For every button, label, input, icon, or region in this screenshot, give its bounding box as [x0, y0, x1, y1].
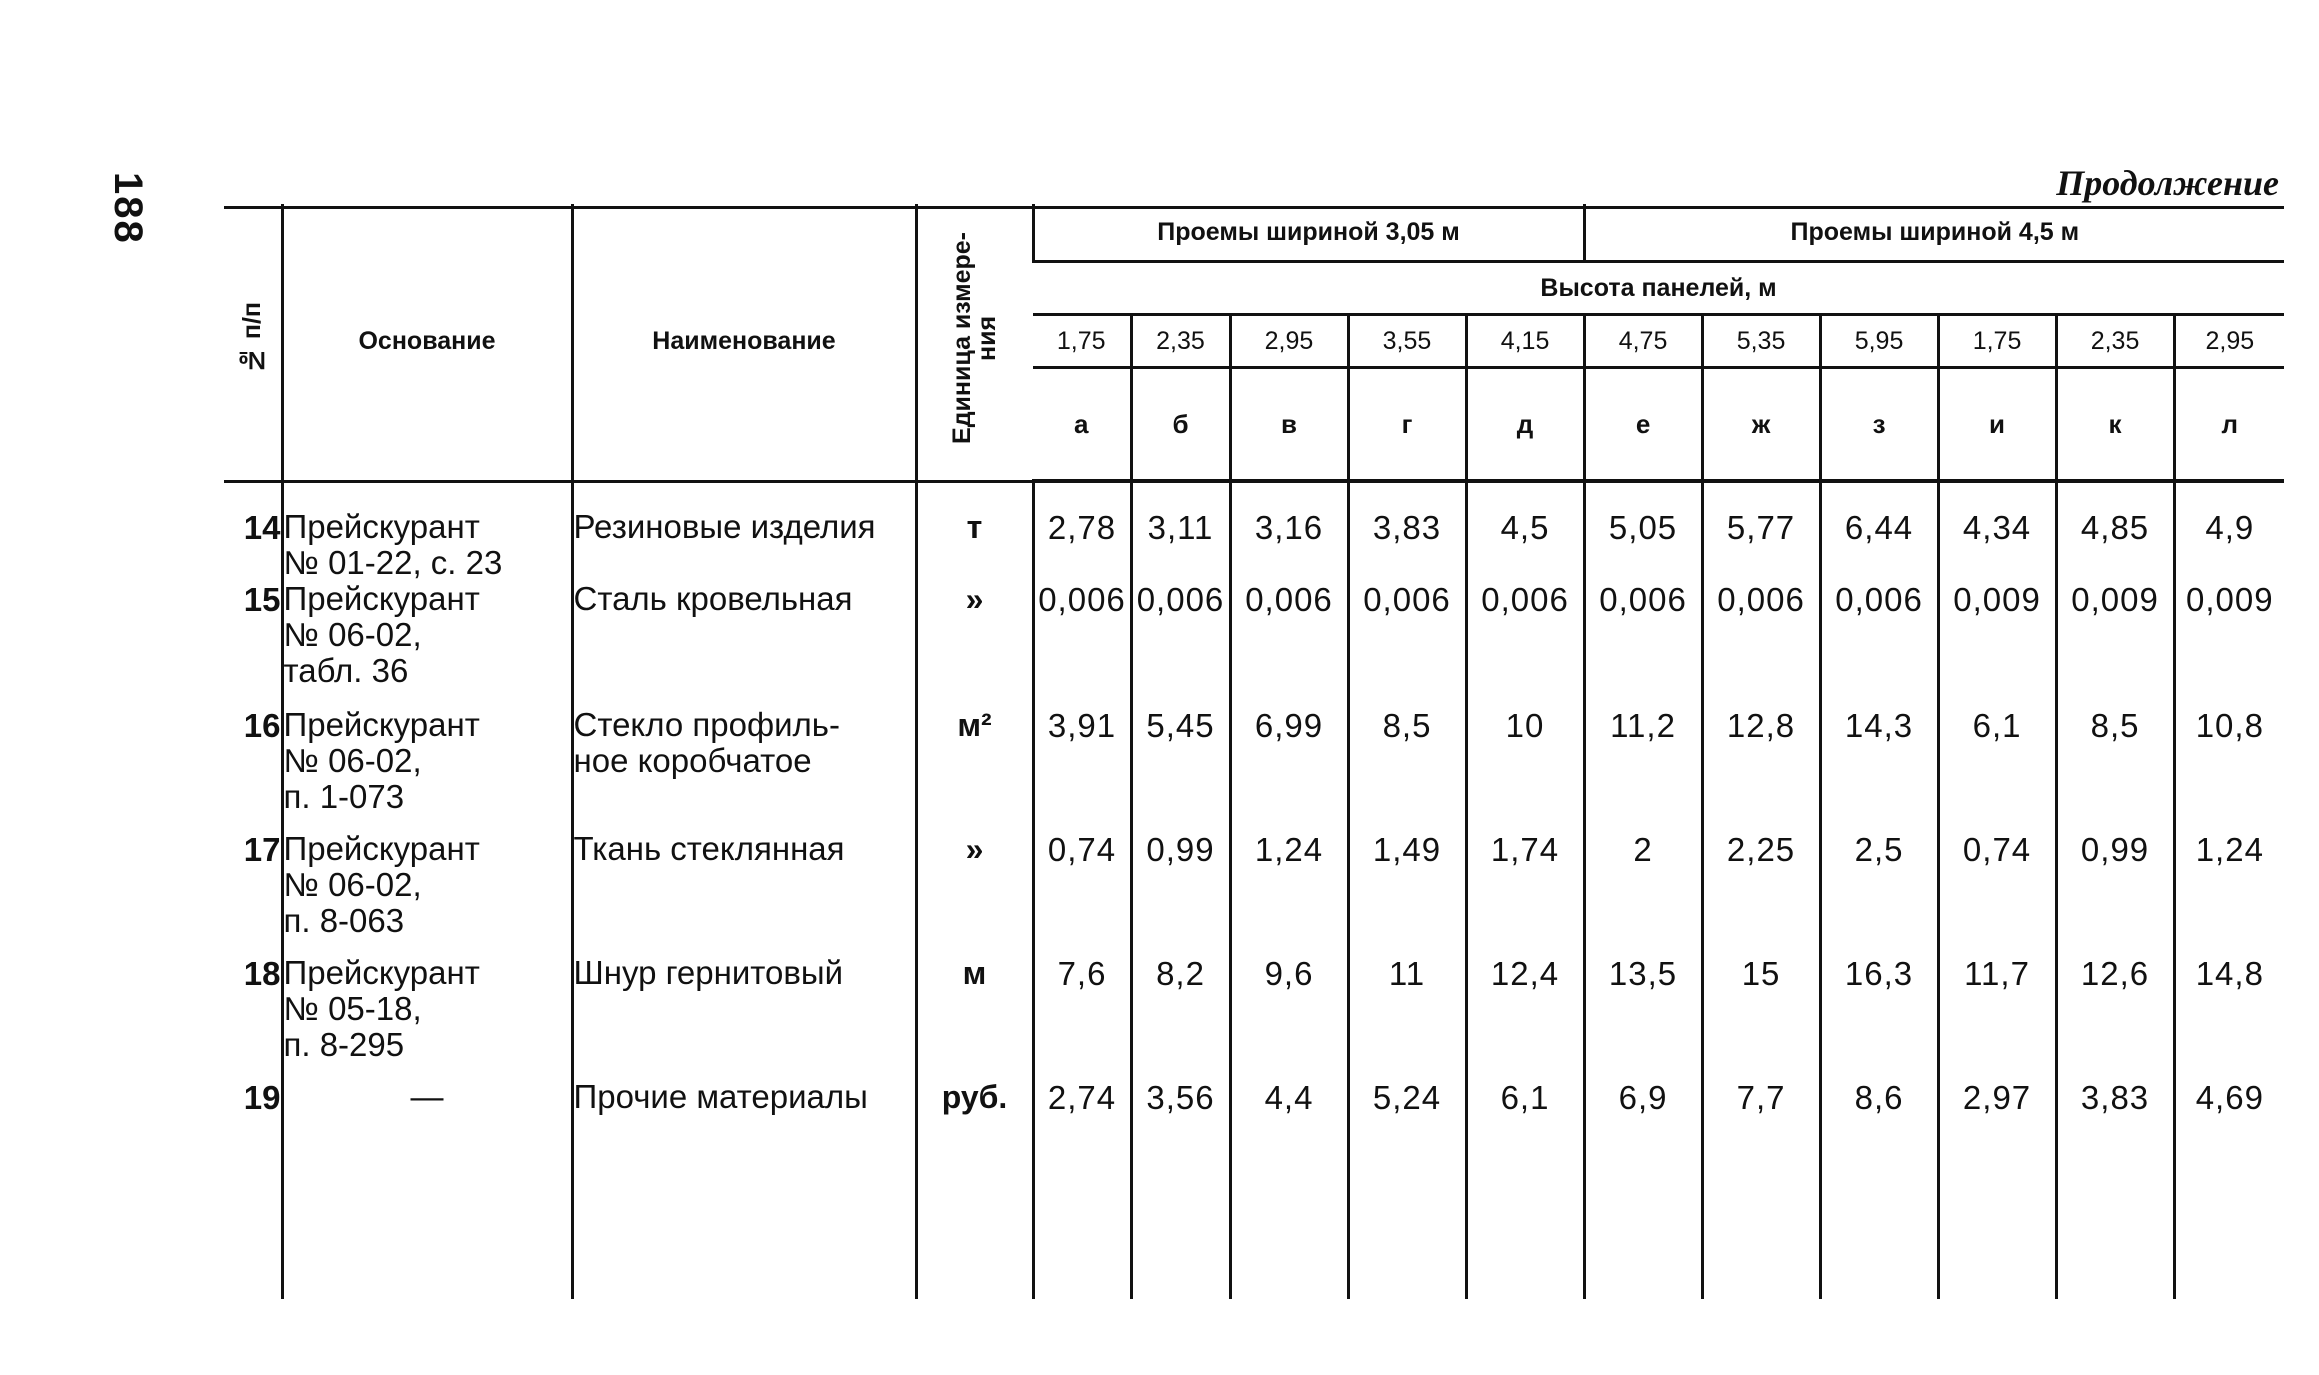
row-number: 15 [243, 580, 281, 618]
header-letter: а [1033, 368, 1131, 482]
row-value: 2,25 [1702, 831, 1820, 955]
table-row [224, 831, 2284, 955]
row-number: 14 [243, 508, 281, 546]
row-value: 6,1 [1938, 707, 2056, 831]
row-value: 2,78 [1033, 481, 1131, 581]
table-row [224, 707, 2284, 831]
row-value: 0,99 [2056, 831, 2174, 955]
header-letter: л [2174, 368, 2284, 482]
row-value: 10,8 [2174, 707, 2284, 831]
header-letter: в [1230, 368, 1348, 482]
header-height: 4,15 [1466, 315, 1584, 368]
header-group-305: Проемы шириной 3,05 м [1033, 204, 1584, 262]
header-height: 1,75 [1033, 315, 1131, 368]
row-value: 0,009 [1938, 581, 2056, 707]
row-value: 3,16 [1230, 481, 1348, 581]
row-unit: руб. [916, 1079, 1033, 1299]
row-value: 6,99 [1230, 707, 1348, 831]
row-value: 9,6 [1230, 955, 1348, 1079]
row-value: 0,006 [1348, 581, 1466, 707]
header-height: 5,35 [1702, 315, 1820, 368]
table-row [224, 481, 2284, 581]
row-unit: м [916, 955, 1033, 1079]
row-value: 12,8 [1702, 707, 1820, 831]
row-value: 3,83 [1348, 481, 1466, 581]
row-value: 11 [1348, 955, 1466, 1079]
row-name: Сталь кровельная [572, 581, 916, 707]
row-value: 5,24 [1348, 1079, 1466, 1299]
row-value: 15 [1702, 955, 1820, 1079]
row-value: 4,9 [2174, 481, 2284, 581]
row-value: 5,77 [1702, 481, 1820, 581]
row-name: Прочие материалы [572, 1079, 916, 1299]
header-height: 4,75 [1584, 315, 1702, 368]
header-height: 2,95 [1230, 315, 1348, 368]
row-name: Ткань стеклянная [572, 831, 916, 955]
row-value: 0,006 [1131, 581, 1230, 707]
row-value: 2,5 [1820, 831, 1938, 955]
row-value: 0,74 [1033, 831, 1131, 955]
header-name: Наименование [572, 204, 916, 481]
row-value: 5,45 [1131, 707, 1230, 831]
row-value: 0,006 [1230, 581, 1348, 707]
header-height: 2,35 [2056, 315, 2174, 368]
header-height: 2,35 [1131, 315, 1230, 368]
row-value: 0,009 [2056, 581, 2174, 707]
header-letter: и [1938, 368, 2056, 482]
materials-table [224, 204, 2284, 1354]
row-name: Шнур гернитовый [572, 955, 916, 1079]
row-value: 0,99 [1131, 831, 1230, 955]
row-value: 3,56 [1131, 1079, 1230, 1299]
row-basis: Прейскурант № 06-02, п. 8-063 [282, 831, 572, 955]
row-value: 1,74 [1466, 831, 1584, 955]
row-number: 19 [243, 1078, 281, 1116]
row-basis: — [282, 1079, 572, 1299]
row-value: 6,9 [1584, 1079, 1702, 1299]
row-value: 11,2 [1584, 707, 1702, 831]
row-value: 7,7 [1702, 1079, 1820, 1299]
header-basis: Основание [282, 204, 572, 481]
row-unit: » [916, 581, 1033, 707]
row-value: 8,6 [1820, 1079, 1938, 1299]
row-value: 5,05 [1584, 481, 1702, 581]
header-letter: к [2056, 368, 2174, 482]
row-value: 0,006 [1584, 581, 1702, 707]
row-value: 0,006 [1820, 581, 1938, 707]
row-value: 14,3 [1820, 707, 1938, 831]
row-value: 1,49 [1348, 831, 1466, 955]
row-value: 13,5 [1584, 955, 1702, 1079]
header-height: 2,95 [2174, 315, 2284, 368]
header-letter: е [1584, 368, 1702, 482]
header-panel-height: Высота панелей, м [1033, 262, 2284, 315]
row-value: 8,5 [1348, 707, 1466, 831]
table-row [224, 955, 2284, 1079]
row-number: 16 [243, 706, 281, 744]
header-letter: ж [1702, 368, 1820, 482]
row-value: 3,83 [2056, 1079, 2174, 1299]
row-basis: Прейскурант № 01-22, с. 23 [282, 481, 572, 581]
row-unit: » [916, 831, 1033, 955]
row-value: 12,6 [2056, 955, 2174, 1079]
row-value: 8,5 [2056, 707, 2174, 831]
page-number: 188 [106, 172, 150, 245]
header-height: 5,95 [1820, 315, 1938, 368]
row-value: 16,3 [1820, 955, 1938, 1079]
header-group-45: Проемы шириной 4,5 м [1584, 204, 2284, 262]
row-value: 2,97 [1938, 1079, 2056, 1299]
row-basis: Прейскурант № 06-02, п. 1-073 [282, 707, 572, 831]
row-value: 2,74 [1033, 1079, 1131, 1299]
row-number: 17 [243, 830, 281, 868]
row-value: 11,7 [1938, 955, 2056, 1079]
table-row [224, 1079, 2284, 1299]
row-value: 4,34 [1938, 481, 2056, 581]
row-value: 4,5 [1466, 481, 1584, 581]
row-value: 0,006 [1466, 581, 1584, 707]
row-value: 1,24 [2174, 831, 2284, 955]
row-unit: т [916, 481, 1033, 581]
row-value: 4,85 [2056, 481, 2174, 581]
header-height: 1,75 [1938, 315, 2056, 368]
header-letter: д [1466, 368, 1584, 482]
row-value: 12,4 [1466, 955, 1584, 1079]
header-letter: з [1820, 368, 1938, 482]
row-value: 0,009 [2174, 581, 2284, 707]
continuation-label: Продолжение [2056, 163, 2279, 203]
row-name: Резиновые изделия [572, 481, 916, 581]
header-letter: г [1348, 368, 1466, 482]
row-value: 7,6 [1033, 955, 1131, 1079]
table-row [224, 581, 2284, 707]
row-value: 4,4 [1230, 1079, 1348, 1299]
row-value: 3,91 [1033, 707, 1131, 831]
row-value: 6,44 [1820, 481, 1938, 581]
header-letter: б [1131, 368, 1230, 482]
row-value: 8,2 [1131, 955, 1230, 1079]
header-unit [916, 204, 1033, 481]
row-value: 0,006 [1033, 581, 1131, 707]
row-unit: м² [916, 707, 1033, 831]
row-value: 14,8 [2174, 955, 2284, 1079]
row-value: 10 [1466, 707, 1584, 831]
row-value: 3,11 [1131, 481, 1230, 581]
row-value: 0,006 [1702, 581, 1820, 707]
row-name: Стекло профиль- ное коробчатое [572, 707, 916, 831]
header-unit-text: Единица измере- ния [947, 232, 1001, 445]
row-number: 18 [243, 954, 281, 992]
row-value: 4,69 [2174, 1079, 2284, 1299]
row-value: 0,74 [1938, 831, 2056, 955]
header-row-num-text: № п/п [237, 302, 266, 375]
row-value: 6,1 [1466, 1079, 1584, 1299]
row-basis: Прейскурант № 05-18, п. 8-295 [282, 955, 572, 1079]
row-basis: Прейскурант № 06-02, табл. 36 [282, 581, 572, 707]
header-height: 3,55 [1348, 315, 1466, 368]
header-row-num [224, 204, 282, 481]
row-value: 2 [1584, 831, 1702, 955]
row-value: 1,24 [1230, 831, 1348, 955]
